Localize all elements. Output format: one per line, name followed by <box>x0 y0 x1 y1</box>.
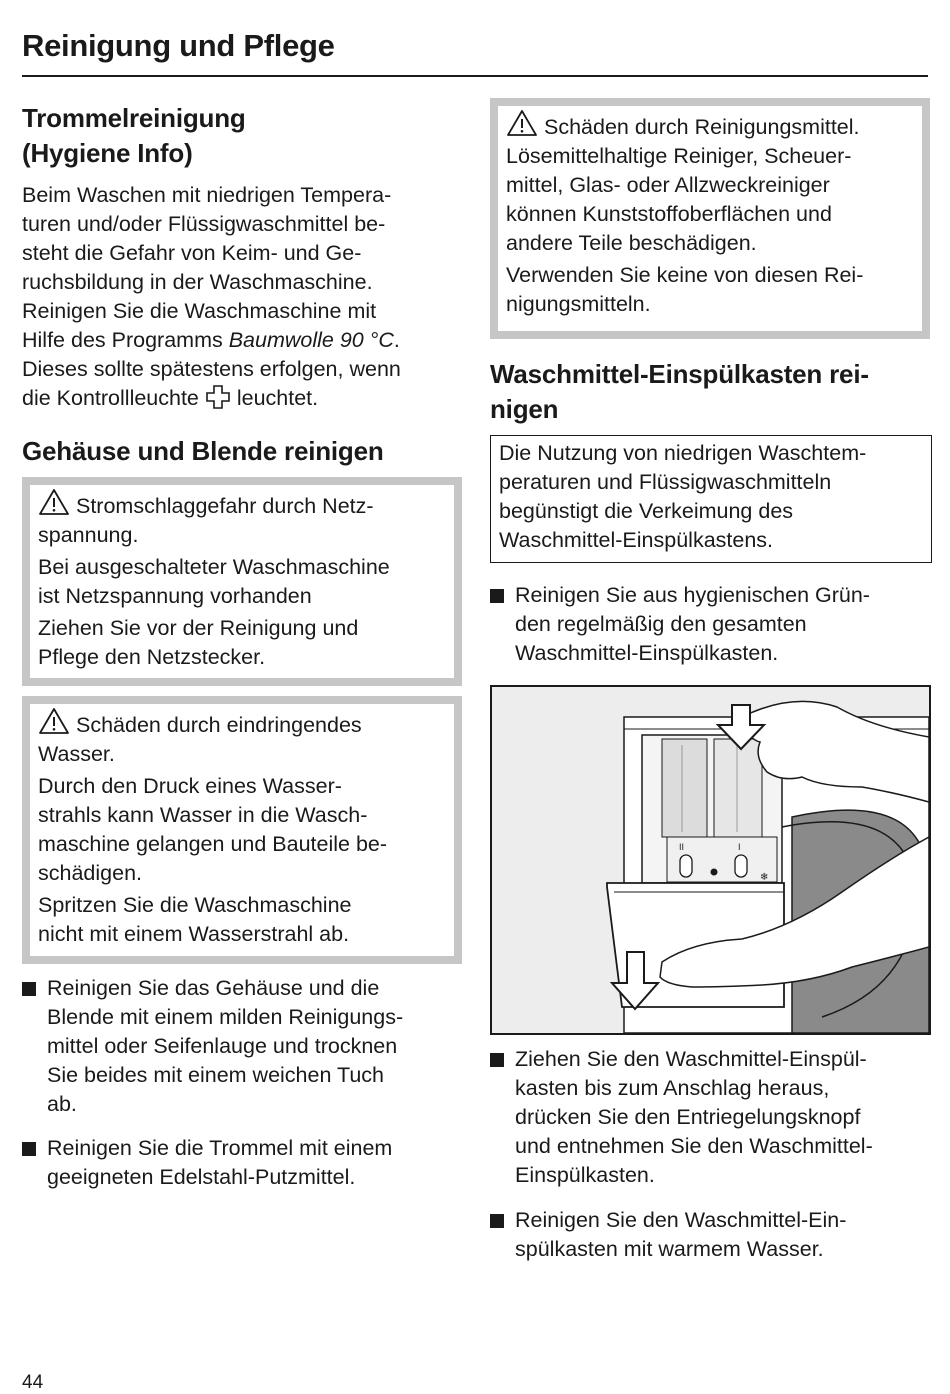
warning-title <box>38 707 446 769</box>
bullet-clean-drum <box>22 1134 487 1192</box>
bullet-square-icon <box>22 982 36 996</box>
warning-line: Bei ausgeschalteter Waschmaschine <box>38 555 390 579</box>
program-suffix: . <box>393 328 400 352</box>
program-prefix: Hilfe des Programms <box>22 328 229 352</box>
warning-line: maschine gelangen und Bauteile be- <box>38 832 388 856</box>
note-line: begünstigt die Verkeimung des <box>499 499 794 523</box>
bullet-line: geeigneten Edelstahl-Putzmittel. <box>47 1165 356 1189</box>
dispenser-heading-line2: nigen <box>490 394 559 424</box>
warning-line: Spritzen Sie die Waschmaschine <box>38 893 352 917</box>
note-line: Die Nutzung von niedrigen Waschtem- <box>499 441 867 465</box>
warning-title <box>38 488 446 550</box>
bullet-line: Reinigen Sie aus hygienischen Grün- <box>515 583 870 607</box>
warning-line: andere Teile beschädigen. <box>506 231 757 255</box>
drum-line: turen und/oder Flüssigwaschmittel be- <box>22 212 386 236</box>
drum-cleaning-heading <box>22 101 246 171</box>
cleaning-agent-warning <box>490 98 930 339</box>
bullet-line: Ziehen Sie den Waschmittel-Einspül- <box>515 1047 867 1071</box>
warning-triangle-icon <box>38 488 70 516</box>
bullet-square-icon <box>22 1142 36 1156</box>
warning-line: schädigen. <box>38 861 142 885</box>
bullet-line: kasten bis zum Anschlag heraus, <box>515 1076 830 1100</box>
warning-line: können Kunststoffoberflächen und <box>506 202 832 226</box>
warning-title-text: Schäden durch Reinigungsmittel. <box>543 115 860 139</box>
drum-line: ruchsbildung in der Waschmaschine. <box>22 270 373 294</box>
warning-text <box>38 553 446 611</box>
bullet-line: Einspülkasten. <box>515 1163 655 1187</box>
drum-heading-line2: (Hygiene Info) <box>22 138 193 168</box>
warning-text <box>38 891 446 949</box>
warning-line: strahls kann Wasser in die Wasch- <box>38 803 368 827</box>
drum-line: Beim Waschen mit niedrigen Tempera- <box>22 183 392 207</box>
warning-title-line2: spannung. <box>38 523 139 547</box>
drum-line: steht die Gefahr von Keim- und Ge- <box>22 241 362 265</box>
dispenser-drawing <box>492 687 929 1033</box>
bullet-clean-housing <box>22 974 487 1119</box>
drum-line: Reinigen Sie die Waschmaschine mit <box>22 299 377 323</box>
warning-line: Durch den Druck eines Wasser- <box>38 774 342 798</box>
bullet-line: ab. <box>47 1092 77 1116</box>
drum-cleaning-text <box>22 181 462 413</box>
dispenser-heading <box>490 357 935 427</box>
snowflake-icon: ❄ <box>760 872 769 883</box>
warning-line: Pflege den Netzstecker. <box>38 645 266 669</box>
warning-title-line2: Wasser. <box>38 742 115 766</box>
drum-line: Dieses sollte spätestens erfolgen, wenn <box>22 357 401 381</box>
bullet-line: spülkasten mit warmem Wasser. <box>515 1237 824 1261</box>
housing-heading: Gehäuse und Blende reinigen <box>22 436 384 466</box>
warning-text <box>506 142 914 258</box>
bullet-line: Sie beides mit einem weichen Tuch <box>47 1063 385 1087</box>
warning-line: mittel, Glas- oder Allzweckreiniger <box>506 173 830 197</box>
bullet-line: Reinigen Sie die Trommel mit einem <box>47 1136 393 1160</box>
indicator-prefix: die Kontrollleuchte <box>22 386 205 410</box>
bullet-clean-regularly <box>490 581 950 668</box>
bullet-warm-water <box>490 1206 950 1264</box>
warning-line: nigungsmitteln. <box>506 292 651 316</box>
warning-text <box>506 261 914 319</box>
warning-triangle-icon <box>38 707 70 735</box>
bullet-line: Reinigen Sie das Gehäuse und die <box>47 976 380 1000</box>
hygiene-note <box>490 435 932 563</box>
note-line: Waschmittel-Einspülkastens. <box>499 528 774 552</box>
bullet-square-icon <box>490 589 504 603</box>
drum-heading-line1: Trommelreinigung <box>22 103 246 133</box>
warning-title-line1: Stromschlaggefahr durch Netz- <box>75 494 374 518</box>
warning-line: ist Netzspannung vorhanden <box>38 584 312 608</box>
warning-title <box>506 109 914 142</box>
bullet-line: drücken Sie den Entriegelungsknopf <box>515 1105 861 1129</box>
page-title: Reinigung und Pflege <box>22 28 335 63</box>
dispenser-heading-line1: Waschmittel-Einspülkasten rei- <box>490 359 869 389</box>
warning-line: Verwenden Sie keine von diesen Rei- <box>506 263 864 287</box>
bullet-square-icon <box>490 1053 504 1067</box>
title-divider <box>22 75 928 77</box>
warning-line: nicht mit einem Wasserstrahl ab. <box>38 922 350 946</box>
bullet-line: und entnehmen Sie den Waschmittel- <box>515 1134 873 1158</box>
warning-line: Lösemittelhaltige Reiniger, Scheuer- <box>506 144 852 168</box>
compartment-label-ii: II <box>679 842 685 852</box>
warning-line: Ziehen Sie vor der Reinigung und <box>38 616 359 640</box>
bullet-line: den regelmäßig den gesamten <box>515 612 807 636</box>
pre-wash-cross-icon <box>205 384 231 410</box>
bullet-remove-dispenser <box>490 1045 950 1190</box>
warning-text <box>38 772 446 888</box>
warning-text <box>38 614 446 672</box>
warning-triangle-icon <box>506 109 538 137</box>
compartment-label-i: I <box>738 842 741 852</box>
bullet-line: Blende mit einem milden Reinigungs- <box>47 1005 404 1029</box>
electric-shock-warning <box>22 477 462 686</box>
bullet-line: Waschmittel-Einspülkasten. <box>515 641 779 665</box>
bullet-line: Reinigen Sie den Waschmittel-Ein- <box>515 1208 847 1232</box>
dispenser-removal-illustration <box>490 685 931 1035</box>
indicator-suffix: leuchtet. <box>230 386 319 410</box>
bullet-line: mittel oder Seifenlauge und trocknen <box>47 1034 398 1058</box>
note-line: peraturen und Flüssigwaschmitteln <box>499 470 832 494</box>
drum-line-indicator <box>22 384 462 413</box>
bullet-square-icon <box>490 1214 504 1228</box>
page-number: 44 <box>22 1372 44 1393</box>
water-damage-warning <box>22 696 462 964</box>
warning-title-line1: Schäden durch eindringendes <box>75 713 362 737</box>
program-name: Baumwolle 90 °C <box>228 328 394 352</box>
drum-line-program <box>22 326 462 355</box>
